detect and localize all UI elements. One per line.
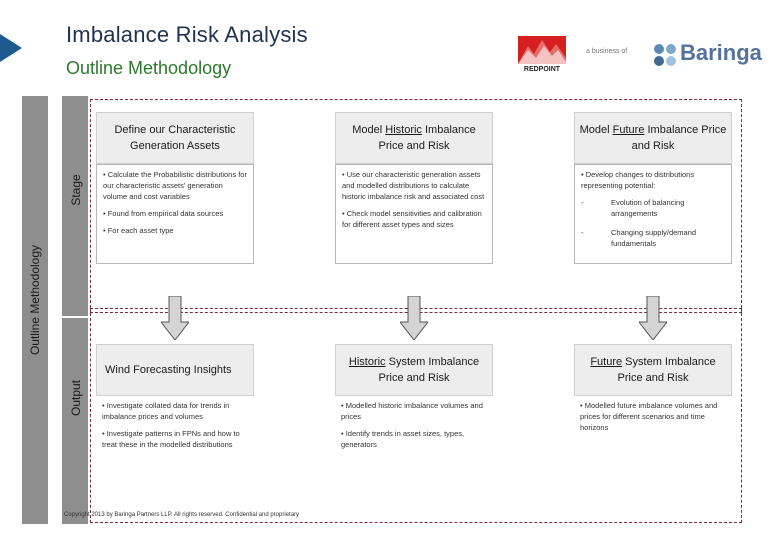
page-subtitle: Outline Methodology [66,58,232,78]
sub-item [581,227,725,249]
sub-item-dash: - [581,198,584,207]
header-underlined: Future [612,124,645,136]
output-content-future [574,396,732,472]
baringa-circle-icon [652,42,678,68]
bullet-text: • Calculate the Probabilistic distributions for our characteristic assets' generation volume and cost variables [103,170,247,201]
business-of-label: a business of [586,48,628,55]
output-bar [62,318,88,524]
down-arrow-icon [639,296,667,340]
page-title: Imbalance Risk Analysis [66,22,308,47]
bullet-text: • Modelled future imbalance volumes and prices for different scenarios and time horizons [580,401,718,432]
sub-item-text: Changing supply/demand fundamentals [611,228,697,248]
bullet-text: • Found from empirical data sources [103,209,224,218]
sub-item-dash: - [581,228,584,237]
bullet-text: • Investigate patterns in FPNs and how to treat these in the modelled distributions [102,429,240,449]
bullet-text: • Use our characteristic generation assets and modelled distributions to calculate historic imbalance risk and associated cost [342,170,485,201]
bullet-text: • Modelled historic imbalance volumes and prices [341,401,483,421]
copyright-footer: Copyright 2013 by Baringa Partners LLP. All rights reserved. Confidential and proprietary [64,512,300,518]
stage-content-historic [335,164,493,264]
outline-methodology-label: Outline Methodology [28,244,42,356]
redpoint-wordmark: REDPOINT [523,66,561,73]
down-arrow-icon [161,296,189,340]
output-header-future [574,344,732,396]
stage-header-characteristic-assets: Define our Characteristic Generation Assets [96,112,254,164]
header-suffix: System Imbalance Price and Risk [617,356,716,384]
output-content-wind-forecasting [96,396,254,472]
stage-label: Stage [69,174,83,206]
bullet-text: • For each asset type [103,226,174,235]
header-prefix: Model [352,124,386,136]
down-arrow-icon [400,296,428,340]
stage-header-historic [335,112,493,164]
header-suffix: System Imbalance Price and Risk [378,356,480,384]
bullet-text: • Develop changes to distributions representing potential: [581,170,695,190]
slide-marker-arrow-icon [0,34,22,62]
sub-item [581,197,725,219]
output-content-historic [335,396,493,472]
redpoint-mountain-icon [518,36,566,64]
header-underlined: Future [590,356,623,368]
header-suffix: Imbalance Price and Risk [378,124,476,152]
bullet-text: • Check model sensitivities and calibration for different asset types and sizes [342,209,482,229]
output-header-wind-forecasting: Wind Forecasting Insights [96,344,254,396]
sub-item-text: Evolution of balancing arrangements [611,198,685,218]
header-suffix: Imbalance Price and Risk [631,124,727,152]
stage-bar [62,96,88,316]
output-label: Output [69,379,83,417]
output-header-historic [335,344,493,396]
stage-content-future [574,164,732,264]
redpoint-logo [518,36,566,78]
header-underlined: Historic [385,124,422,136]
header-underlined: Historic [348,356,386,368]
stage-content-characteristic-assets [96,164,254,264]
stage-header-future [574,112,732,164]
header-prefix: Model [579,124,613,136]
baringa-wordmark: Baringa [680,40,762,65]
bullet-text: • Identify trends in asset sizes, types, generators [341,429,465,449]
bullet-text: • Investigate collated data for trends in imbalance prices and volumes [102,401,230,421]
